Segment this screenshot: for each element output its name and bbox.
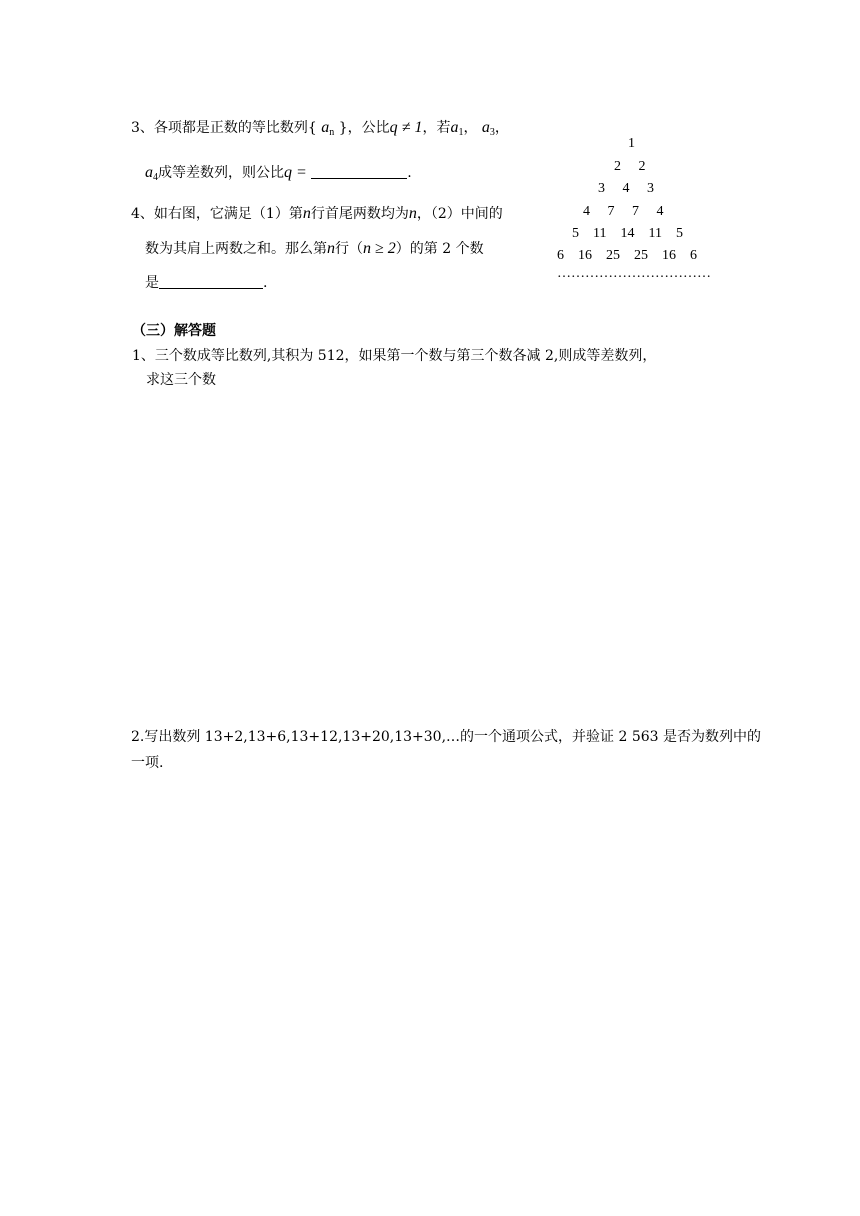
math-q-neq-1: q ≠ 1: [389, 119, 423, 136]
math-var-n: n: [327, 240, 335, 257]
question-4-line-1: [131, 203, 503, 223]
question-text: 数为其肩上两数之和。那么第: [145, 241, 327, 257]
math-var-n: n: [302, 205, 311, 222]
triangle-row: 1: [628, 136, 635, 151]
answer-blank: [311, 164, 407, 179]
question-text: ，若: [422, 120, 451, 136]
question-3-line-1: [131, 117, 509, 137]
math-var-a1: a: [450, 119, 459, 136]
triangle-row: 6 16 25 25 16 6: [557, 248, 697, 263]
question-text: 是: [145, 275, 159, 291]
question-text: 成等差数列，则公比: [158, 165, 284, 181]
question-4-line-3: [145, 272, 267, 292]
problem-2-line-1: 2.写出数列 13+2,13+6,13+12,13+20,13+30,…的一个通项公式，并验证 2 563 是否为数列中的: [131, 729, 762, 745]
brace-close: }: [338, 120, 348, 136]
math-var-a4: a: [145, 164, 153, 181]
separator: ，: [463, 120, 478, 136]
triangle-row: 4 7 7 4: [583, 204, 664, 219]
problem-1-line-2: 求这三个数: [146, 372, 216, 388]
section-heading: （三）解答题: [132, 323, 216, 339]
separator: ，: [494, 120, 509, 136]
problem-1-line-1: 1、三个数成等比数列,其积为 512，如果第一个数与第三个数各减 2,则成等差数列，: [132, 348, 657, 364]
question-text: 4、如右图，它满足（1）第: [131, 206, 303, 222]
math-q-eq: q =: [284, 164, 307, 181]
math-var-n: n: [408, 205, 417, 222]
triangle-row: 2 2: [614, 159, 646, 174]
question-text: ，公比: [347, 120, 390, 136]
problem-2-line-2: 一项.: [131, 755, 164, 771]
math-subscript-n: n: [329, 127, 335, 138]
math-var-a: a: [321, 119, 330, 136]
period: .: [407, 165, 412, 181]
question-text: 各项都是正数的等比数列: [153, 120, 308, 136]
triangle-row: 3 4 3: [598, 181, 654, 196]
question-3-line-2: [145, 162, 412, 182]
brace-open: {: [307, 120, 317, 136]
triangle-continuation-dots: ……………………………: [557, 266, 711, 281]
triangle-row: 5 11 14 11 5: [572, 226, 683, 241]
math-subscript-3: 3: [489, 127, 495, 138]
math-subscript-1: 1: [458, 127, 464, 138]
math-subscript-4: 4: [153, 172, 158, 183]
question-text: 行首尾两数均为: [310, 206, 409, 222]
period: .: [263, 275, 268, 291]
question-number: 3、: [131, 120, 154, 136]
math-n-ge-2: n ≥ 2: [363, 240, 396, 257]
question-text: ）的第 2 个数: [395, 241, 484, 257]
question-4-line-2: [145, 238, 484, 258]
question-text: 行（: [335, 241, 363, 257]
answer-blank: [159, 274, 263, 289]
question-text: ，（2）中间的: [416, 206, 503, 222]
math-var-a3: a: [481, 119, 490, 136]
